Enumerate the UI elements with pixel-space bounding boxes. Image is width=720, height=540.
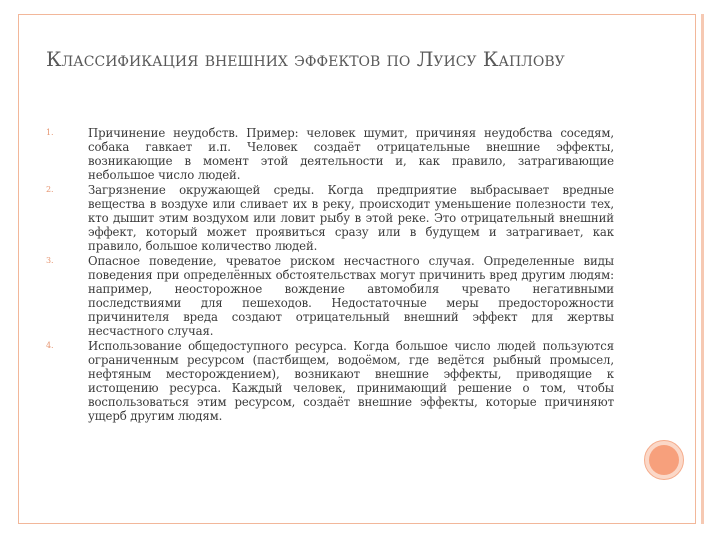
- classification-list: [46, 126, 614, 424]
- circle-decoration-inner: [649, 445, 679, 475]
- list-item-number: 3.: [46, 256, 54, 265]
- list-item: [46, 183, 614, 253]
- list-item-text: Опасное поведение, чреватое риском несчастного случая. Определенные виды поведения при определённых обстоятельствах могут причинить вред другим людям: например, неосторожное вождение автомобиля чревато негативными последствиями для пешеходов. Недостаточные меры предосторожности причинителя вреда создают отрицательный внешний эффект для жертвы несчастного случая.: [88, 254, 614, 338]
- list-item-number: 4.: [46, 341, 54, 350]
- side-decoration-bar: [701, 14, 704, 524]
- list-item-text: Причинение неудобств. Пример: человек шумит, причиняя неудобства соседям, собака гавкает и.п. Человек создаёт отрицательные внешние эффекты, возникающие в момент этой деятельности и, как правило, затрагивающие небольшое число людей.: [88, 126, 614, 182]
- list-item-number: 2.: [46, 185, 54, 194]
- list-item: [46, 339, 614, 423]
- list-item: [46, 126, 614, 182]
- list-item-number: 1.: [46, 128, 54, 137]
- list-item-text: Загрязнение окружающей среды. Когда предприятие выбрасывает вредные вещества в воздухе или сливает их в реку, происходит уменьшение полезности тех, кто дышит этим воздухом или ловит рыбу в этой реке. Это отрицательный внешний эффект, который может проявиться сразу или в будущем и затрагивает, как правило, большое количество людей.: [88, 183, 614, 253]
- circle-decoration-icon: [644, 440, 684, 480]
- list-item: [46, 254, 614, 338]
- list-item-text: Использование общедоступного ресурса. Когда большое число людей пользуются ограниченным ресурсом (пастбищем, водоёмом, где ведётся рыбный промысел, нефтяным месторождением), возникают внешние эффекты, приводящие к истощению ресурса. Каждый человек, принимающий решение о том, чтобы воспользоваться этим ресурсом, создаёт внешние эффекты, которые причиняют ущерб другим людям.: [88, 339, 614, 423]
- slide-title: Классификация внешних эффектов по Луису Каплову: [46, 47, 565, 71]
